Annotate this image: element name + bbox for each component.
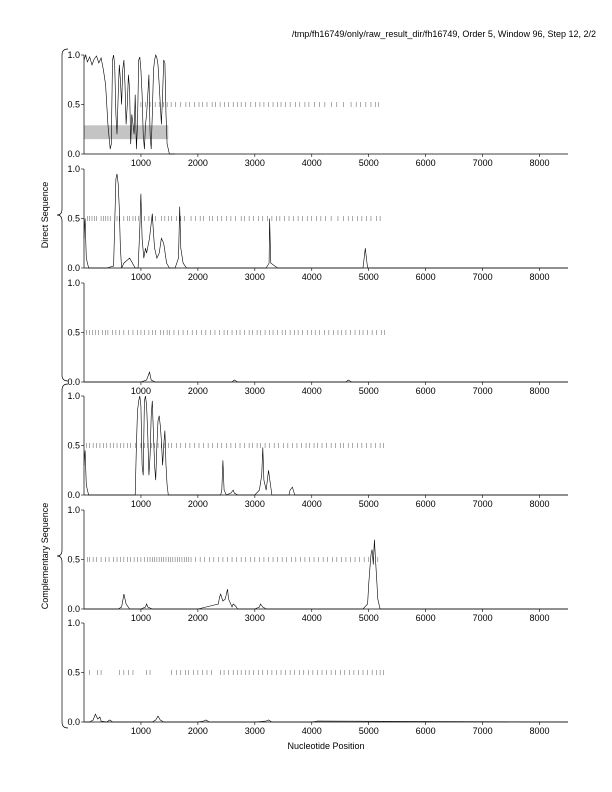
y-tick-label: 0.5 [67, 440, 80, 451]
y-tick-label: 0.0 [67, 717, 80, 727]
x-tick-label: 8000 [529, 386, 550, 396]
panel-3 [67, 278, 568, 396]
x-axis-label: Nucleotide Position [287, 741, 365, 751]
x-tick-label: 7000 [472, 499, 493, 509]
x-tick-label: 6000 [415, 726, 436, 736]
x-tick-label: 3000 [244, 272, 265, 282]
y-tick-label: 1.0 [67, 618, 80, 628]
y-tick-label: 1.0 [67, 278, 80, 288]
x-tick-label: 8000 [529, 158, 550, 168]
x-tick-label: 4000 [301, 499, 322, 509]
x-tick-label: 7000 [472, 726, 493, 736]
x-tick-label: 8000 [529, 499, 550, 509]
y-tick-label: 0.5 [67, 667, 80, 678]
group-brace [57, 384, 68, 728]
series-line [84, 174, 568, 268]
y-tick-label: 1.0 [67, 50, 80, 60]
x-tick-label: 7000 [472, 272, 493, 282]
x-tick-label: 3000 [244, 499, 265, 509]
x-tick-label: 6000 [415, 158, 436, 168]
y-tick-label: 0.5 [67, 554, 80, 565]
x-tick-label: 4000 [301, 613, 322, 623]
y-tick-label: 0.5 [67, 327, 80, 338]
x-tick-label: 7000 [472, 613, 493, 623]
y-tick-label: 0.0 [67, 377, 80, 387]
x-tick-label: 2000 [187, 613, 208, 623]
y-tick-label: 1.0 [67, 164, 80, 174]
x-tick-label: 8000 [529, 613, 550, 623]
x-tick-label: 2000 [187, 499, 208, 509]
x-tick-label: 6000 [415, 499, 436, 509]
y-tick-label: 1.0 [67, 391, 80, 401]
y-tick-label: 0.0 [67, 604, 80, 614]
y-tick-label: 0.0 [67, 263, 80, 273]
x-tick-label: 4000 [301, 272, 322, 282]
y-tick-label: 0.0 [67, 149, 80, 159]
panel-5 [67, 505, 568, 623]
x-tick-label: 8000 [529, 726, 550, 736]
x-tick-label: 4000 [301, 726, 322, 736]
x-tick-label: 6000 [415, 613, 436, 623]
panel-1 [67, 50, 568, 168]
x-tick-label: 5000 [358, 499, 379, 509]
x-tick-label: 3000 [244, 613, 265, 623]
series-line [84, 540, 568, 609]
x-tick-label: 1000 [130, 726, 151, 736]
header-path-label: /tmp/fh16749/only/raw_result_dir/fh16749, Order 5, Window 96, Step 12, 2/2 [291, 29, 596, 39]
x-tick-label: 7000 [472, 158, 493, 168]
x-tick-label: 1000 [130, 386, 151, 396]
panels-group [67, 50, 568, 736]
grey-region-box [84, 125, 168, 139]
panel-6 [67, 618, 568, 736]
x-tick-label: 7000 [472, 386, 493, 396]
x-tick-label: 2000 [187, 386, 208, 396]
x-tick-label: 5000 [358, 158, 379, 168]
x-tick-label: 3000 [244, 158, 265, 168]
y-tick-label: 1.0 [67, 505, 80, 515]
x-tick-label: 5000 [358, 272, 379, 282]
group-label: Complementary Sequence [40, 502, 50, 610]
x-tick-label: 5000 [358, 613, 379, 623]
x-tick-label: 2000 [187, 158, 208, 168]
x-tick-label: 4000 [301, 158, 322, 168]
x-tick-label: 5000 [358, 386, 379, 396]
group-labels [40, 49, 68, 728]
series-line [84, 396, 568, 495]
y-tick-label: 0.0 [67, 490, 80, 500]
x-tick-label: 8000 [529, 272, 550, 282]
series-line [84, 372, 568, 382]
x-tick-label: 1000 [130, 613, 151, 623]
x-tick-label: 3000 [244, 726, 265, 736]
x-tick-label: 5000 [358, 726, 379, 736]
group-label: Direct Sequence [40, 181, 50, 249]
x-tick-label: 2000 [187, 726, 208, 736]
x-tick-label: 4000 [301, 386, 322, 396]
x-tick-label: 3000 [244, 386, 265, 396]
x-tick-label: 6000 [415, 386, 436, 396]
x-tick-label: 1000 [130, 158, 151, 168]
x-tick-label: 1000 [130, 272, 151, 282]
x-tick-label: 6000 [415, 272, 436, 282]
y-tick-label: 0.5 [67, 213, 80, 224]
panel-4 [67, 391, 568, 509]
series-line [84, 714, 568, 722]
panel-2 [67, 164, 568, 282]
x-tick-label: 2000 [187, 272, 208, 282]
y-tick-label: 0.5 [67, 99, 80, 110]
group-brace [57, 49, 68, 381]
x-tick-label: 1000 [130, 499, 151, 509]
